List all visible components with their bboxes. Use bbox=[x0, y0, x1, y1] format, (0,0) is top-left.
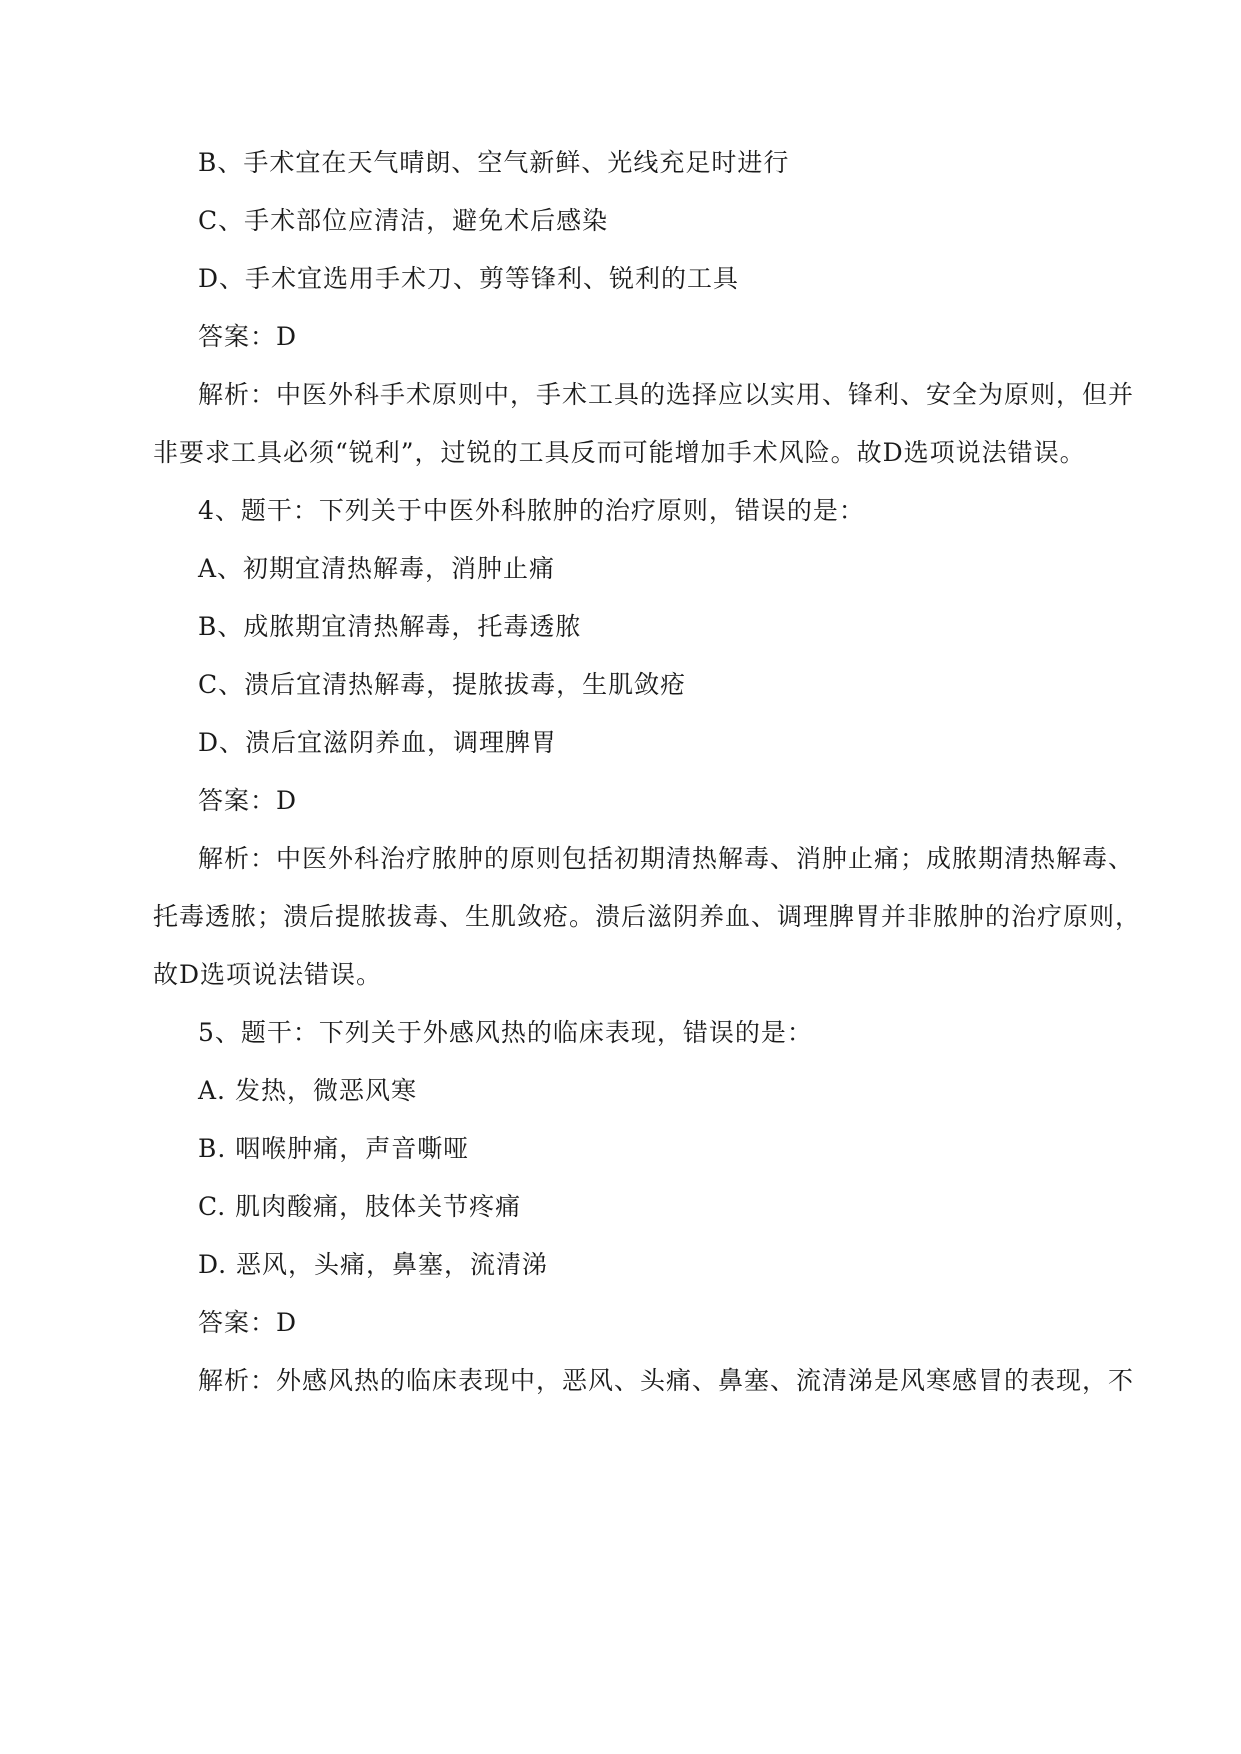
q3-option-d: D、手术宜选用手术刀、剪等锋利、锐利的工具 bbox=[198, 264, 740, 293]
q5-option-c: C. 肌肉酸痛，肢体关节疼痛 bbox=[198, 1192, 522, 1221]
q4-option-c: C、溃后宜清热解毒，提脓拔毒，生肌敛疮 bbox=[198, 670, 687, 699]
q5-answer: 答案：D bbox=[198, 1308, 298, 1337]
q3-option-c: C、手术部位应清洁，避免术后感染 bbox=[198, 206, 609, 235]
q4-option-d: D、溃后宜滋阴养血，调理脾胃 bbox=[198, 728, 558, 757]
q4-analysis-line-1: 解析：中医外科治疗脓肿的原则包括初期清热解毒、消肿止痛；成脓期清热解毒、 bbox=[198, 844, 1135, 873]
q5-analysis-line-1: 解析：外感风热的临床表现中，恶风、头痛、鼻塞、流清涕是风寒感冒的表现，不 bbox=[198, 1366, 1135, 1395]
q4-answer: 答案：D bbox=[198, 786, 298, 815]
q4-option-a: A、初期宜清热解毒，消肿止痛 bbox=[198, 554, 556, 583]
q5-option-b: B. 咽喉肿痛，声音嘶哑 bbox=[198, 1134, 470, 1163]
q5-option-d: D. 恶风，头痛，鼻塞，流清涕 bbox=[198, 1250, 549, 1279]
q3-option-b: B、手术宜在天气晴朗、空气新鲜、光线充足时进行 bbox=[198, 148, 790, 177]
q4-analysis-line-2: 托毒透脓；溃后提脓拔毒、生肌敛疮。溃后滋阴养血、调理脾胃并非脓肿的治疗原则， bbox=[153, 902, 1142, 931]
q3-answer: 答案：D bbox=[198, 322, 298, 351]
q5-stem: 5、题干：下列关于外感风热的临床表现，错误的是： bbox=[198, 1018, 813, 1047]
q4-option-b: B、成脓期宜清热解毒，托毒透脓 bbox=[198, 612, 582, 641]
q3-analysis-line-2: 非要求工具必须“锐利”，过锐的工具反而可能增加手术风险。故D选项说法错误。 bbox=[153, 438, 1086, 467]
q4-analysis-line-3: 故D选项说法错误。 bbox=[153, 960, 383, 989]
q5-option-a: A. 发热，微恶风寒 bbox=[198, 1076, 417, 1105]
q3-analysis-line-1: 解析：中医外科手术原则中，手术工具的选择应以实用、锋利、安全为原则，但并 bbox=[198, 380, 1135, 409]
q4-stem: 4、题干：下列关于中医外科脓肿的治疗原则，错误的是： bbox=[198, 496, 865, 525]
